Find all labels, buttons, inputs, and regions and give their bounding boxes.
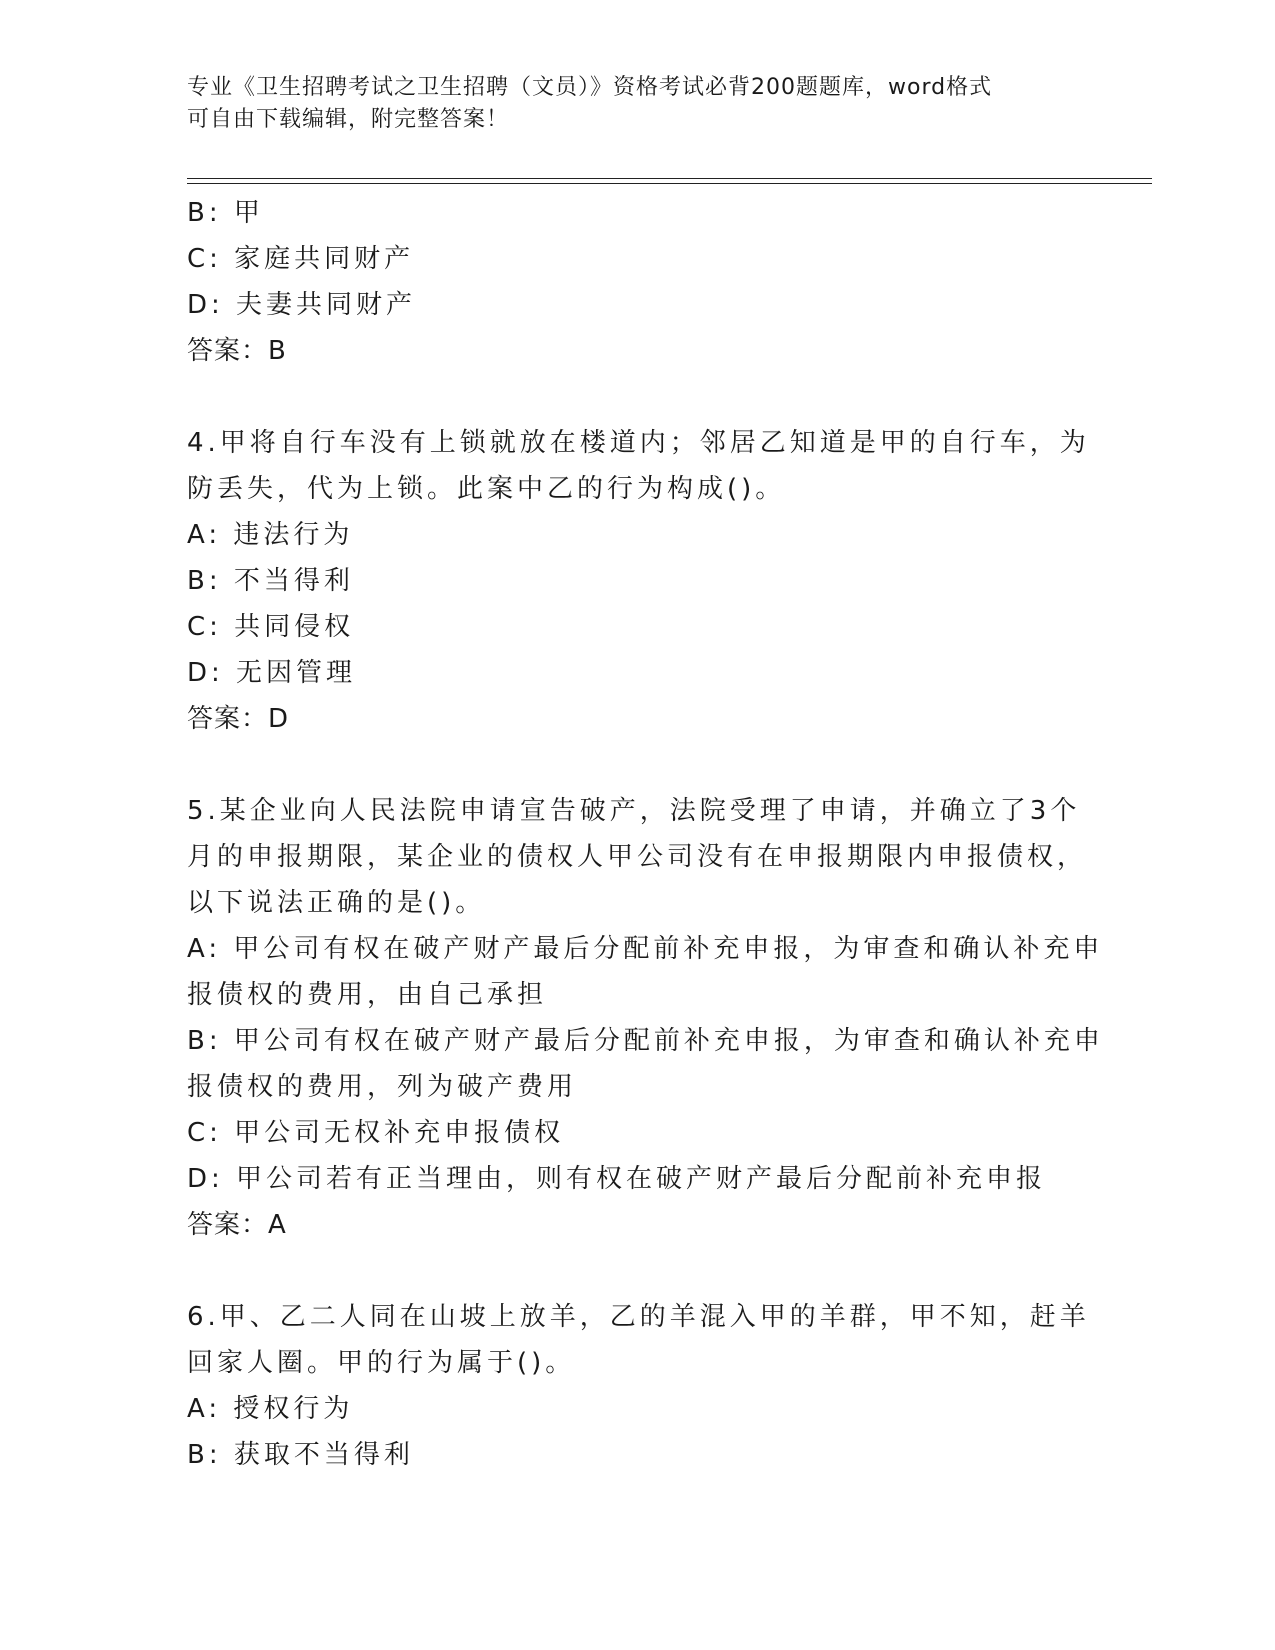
answer-line: 答案：D (187, 704, 290, 734)
answer-line: 答案：B (187, 336, 287, 366)
spacer (187, 374, 1087, 420)
option-b: B: 甲公司有权在破产财产最后分配前补充申报，为审查和确认补充申 (187, 1026, 1104, 1056)
question-stem: 防丢失，代为上锁。此案中乙的行为构成()。 (187, 474, 786, 504)
option-b-continued: 报债权的费用，列为破产费用 (187, 1072, 578, 1102)
question-list (187, 190, 1104, 1478)
header-divider-bottom (187, 183, 1152, 184)
option-a: A: 授权行为 (187, 1394, 354, 1424)
option-c: C: 甲公司无权补充申报债权 (187, 1118, 565, 1148)
header-title-line-2: 可自由下载编辑，附完整答案！ (187, 107, 510, 132)
answer-line: 答案：A (187, 1210, 287, 1240)
option-b: B: 甲 (187, 198, 264, 228)
spacer (187, 742, 1087, 788)
header-divider-top (187, 178, 1152, 179)
question-stem: 5.某企业向人民法院申请宣告破产，法院受理了申请，并确立了3个 (187, 796, 1081, 826)
question-stem: 月的申报期限，某企业的债权人甲公司没有在申报期限内申报债权， (187, 842, 1088, 872)
option-c: C: 家庭共同财产 (187, 244, 415, 274)
option-a-continued: 报债权的费用，由自己承担 (187, 980, 548, 1010)
spacer (187, 1248, 1087, 1294)
option-a: A: 甲公司有权在破产财产最后分配前补充申报，为审查和确认补充申 (187, 934, 1104, 964)
option-b: B: 获取不当得利 (187, 1440, 414, 1470)
page-header (187, 72, 1087, 136)
question-stem: 6.甲、乙二人同在山坡上放羊，乙的羊混入甲的羊群，甲不知，赶羊 (187, 1302, 1090, 1332)
option-d: D: 无因管理 (187, 658, 357, 688)
option-d: D: 甲公司若有正当理由，则有权在破产财产最后分配前补充申报 (187, 1164, 1047, 1194)
option-d: D: 夫妻共同财产 (187, 290, 417, 320)
question-stem: 4.甲将自行车没有上锁就放在楼道内；邻居乙知道是甲的自行车，为 (187, 428, 1090, 458)
question-4 (187, 420, 1090, 742)
option-c: C: 共同侵权 (187, 612, 355, 642)
question-6 (187, 1294, 1090, 1478)
option-b: B: 不当得利 (187, 566, 354, 596)
question-stem: 以下说法正确的是()。 (187, 888, 486, 918)
question-3-tail (187, 190, 1087, 374)
header-title-line-1: 专业《卫生招聘考试之卫生招聘（文员）》资格考试必背200题题库，word格式 (187, 75, 993, 100)
option-a: A: 违法行为 (187, 520, 354, 550)
question-5 (187, 788, 1104, 1248)
question-stem: 回家人圈。甲的行为属于()。 (187, 1348, 576, 1378)
